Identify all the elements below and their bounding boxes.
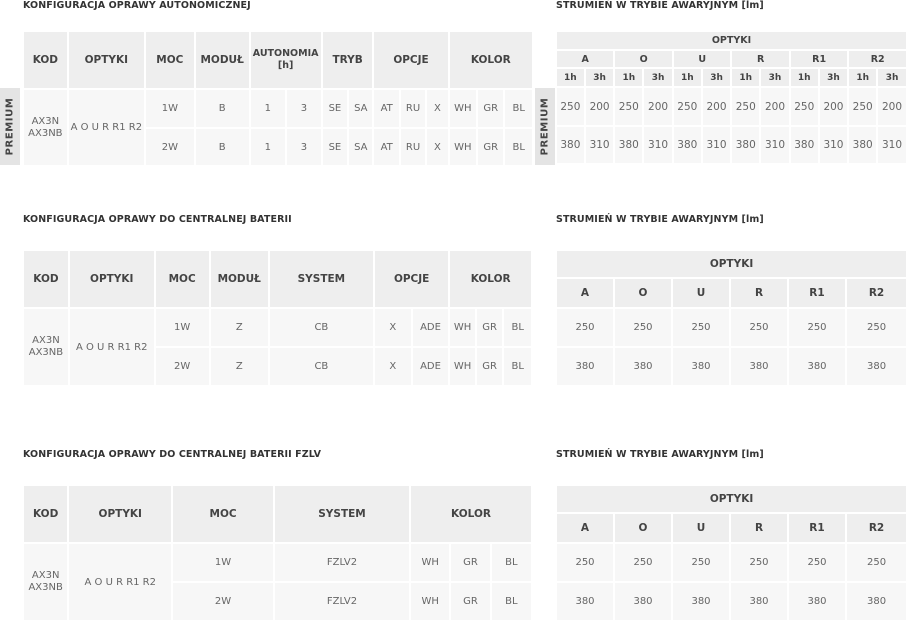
flux-cell: 380	[789, 583, 845, 620]
section-title-autonomous: KONFIGURACJA OPRAWY AUTONOMICZNEJ	[23, 0, 251, 11]
moc-cell: 2W	[146, 129, 194, 165]
opcje-cell: X	[375, 309, 411, 346]
optyki-cell: A O U R R1 R2	[69, 90, 144, 165]
opcje-cell: X	[427, 90, 447, 127]
flux-cell: 380	[849, 127, 876, 163]
kolor-cell: WH	[450, 348, 474, 385]
moc-cell: 1W	[146, 90, 194, 127]
kod-line2: AX3NB	[28, 347, 64, 358]
header-1h: 1h	[732, 69, 759, 86]
header-autonomia	[251, 32, 321, 88]
header-optic-o: O	[615, 51, 671, 67]
premium-label-text: PREMIUM	[4, 97, 16, 156]
premium-label-text: PREMIUM	[539, 97, 551, 156]
header-kolor: KOLOR	[450, 32, 532, 88]
table-row	[24, 90, 532, 127]
modul-cell: Z	[211, 348, 268, 385]
flux-title-fzlv: STRUMIEŃ W TRYBIE AWARYJNYM [lm]	[556, 449, 764, 460]
header-opcje: OPCJE	[374, 32, 447, 88]
header-modul: MODUŁ	[196, 32, 249, 88]
section-title-central-battery: KONFIGURACJA OPRAWY DO CENTRALNEJ BATERII	[23, 214, 292, 225]
flux-cell: 380	[789, 348, 845, 385]
flux-cell: 250	[847, 544, 906, 581]
header-optyki: OPTYKI	[557, 486, 906, 512]
header-optic-o: O	[615, 514, 671, 542]
kolor-cell: WH	[411, 544, 449, 581]
flux-cell: 250	[673, 544, 729, 581]
flux-cell: 200	[878, 88, 906, 125]
header-kod: KOD	[24, 251, 68, 307]
kolor-cell: BL	[505, 90, 532, 127]
system-cell: CB	[270, 309, 373, 346]
modul-cell: B	[196, 129, 249, 165]
header-autonomia-line2: [h]	[277, 60, 294, 71]
flux-cell: 250	[557, 88, 584, 125]
flux-cell: 310	[820, 127, 848, 163]
moc-cell: 1W	[156, 309, 209, 346]
tryb-cell: SA	[349, 90, 372, 127]
flux-cell: 380	[557, 583, 613, 620]
flux-cell: 250	[615, 88, 642, 125]
header-optyki: OPTYKI	[69, 486, 171, 542]
kolor-cell: WH	[411, 583, 449, 620]
header-modul: MODUŁ	[211, 251, 268, 307]
flux-table-autonomous	[555, 30, 906, 165]
flux-cell: 310	[878, 127, 906, 163]
table-row	[557, 309, 906, 346]
header-moc: MOC	[146, 32, 194, 88]
system-cell: CB	[270, 348, 373, 385]
flux-cell: 380	[557, 348, 613, 385]
header-3h: 3h	[703, 69, 731, 86]
header-kod: KOD	[24, 486, 67, 542]
kod-line1: AX3N	[31, 115, 60, 127]
flux-cell: 250	[791, 88, 818, 125]
tryb-cell: SE	[323, 129, 347, 165]
header-optic-r1: R1	[791, 51, 847, 67]
moc-cell: 1W	[173, 544, 273, 581]
flux-cell: 380	[673, 583, 729, 620]
central-battery-config-table	[22, 249, 533, 387]
kolor-cell: BL	[492, 544, 531, 581]
flux-cell: 380	[731, 583, 787, 620]
header-system: SYSTEM	[275, 486, 409, 542]
kod-line1: AX3N	[32, 335, 60, 346]
kolor-cell: WH	[450, 309, 474, 346]
flux-cell: 380	[615, 348, 671, 385]
opcje-cell: RU	[401, 90, 425, 127]
kolor-cell: GR	[451, 544, 489, 581]
flux-cell: 250	[615, 309, 671, 346]
kolor-cell: BL	[505, 129, 532, 165]
flux-cell: 200	[644, 88, 672, 125]
header-optic-o: O	[615, 279, 671, 307]
flux-cell: 380	[615, 127, 642, 163]
flux-cell: 310	[703, 127, 731, 163]
header-optic-r1: R1	[789, 514, 845, 542]
flux-cell: 250	[557, 309, 613, 346]
tryb-cell: SE	[323, 90, 347, 127]
header-3h: 3h	[586, 69, 614, 86]
flux-cell: 380	[791, 127, 818, 163]
header-3h: 3h	[644, 69, 672, 86]
kod-line1: AX3N	[31, 570, 60, 581]
header-kod: KOD	[24, 32, 67, 88]
optyki-cell: A O U R R1 R2	[70, 309, 154, 385]
system-cell: FZLV2	[275, 583, 409, 620]
header-optic-u: U	[673, 514, 729, 542]
autonomia-cell: 3	[287, 90, 321, 127]
flux-cell: 250	[673, 309, 729, 346]
table-row	[24, 309, 531, 346]
kolor-cell: BL	[492, 583, 531, 620]
header-optic-r: R	[732, 51, 788, 67]
header-optic-r1: R1	[789, 279, 845, 307]
kod-cell	[24, 309, 68, 385]
premium-side-label-flux	[535, 88, 555, 165]
opcje-cell: ADE	[413, 348, 449, 385]
moc-cell: 2W	[156, 348, 209, 385]
opcje-cell: AT	[374, 90, 398, 127]
header-optyki: OPTYKI	[557, 251, 906, 277]
header-optyki: OPTYKI	[557, 32, 906, 49]
kolor-cell: GR	[477, 348, 503, 385]
header-1h: 1h	[849, 69, 876, 86]
flux-cell: 250	[789, 309, 845, 346]
flux-cell: 380	[673, 348, 729, 385]
flux-cell: 380	[557, 127, 584, 163]
kolor-cell: GR	[478, 90, 503, 127]
opcje-cell: AT	[374, 129, 398, 165]
header-moc: MOC	[156, 251, 209, 307]
flux-cell: 250	[615, 544, 671, 581]
header-1h: 1h	[791, 69, 818, 86]
flux-cell: 380	[731, 348, 787, 385]
header-optic-r2: R2	[849, 51, 906, 67]
header-tryb: TRYB	[323, 32, 373, 88]
opcje-cell: ADE	[413, 309, 449, 346]
header-optic-a: A	[557, 51, 613, 67]
fzlv-config-table	[22, 484, 533, 622]
flux-cell: 200	[586, 88, 614, 125]
flux-cell: 250	[674, 88, 701, 125]
flux-cell: 250	[849, 88, 876, 125]
table-row	[557, 583, 906, 620]
kolor-cell: BL	[504, 348, 531, 385]
header-optyki: OPTYKI	[69, 32, 144, 88]
flux-table-central-battery	[555, 249, 906, 387]
header-moc: MOC	[173, 486, 273, 542]
header-optic-r: R	[731, 514, 787, 542]
flux-cell: 310	[586, 127, 614, 163]
header-optic-a: A	[557, 279, 613, 307]
modul-cell: Z	[211, 309, 268, 346]
flux-cell: 200	[820, 88, 848, 125]
flux-cell: 250	[731, 309, 787, 346]
kod-line2: AX3NB	[28, 582, 63, 593]
flux-cell: 200	[703, 88, 731, 125]
flux-cell: 250	[732, 88, 759, 125]
table-row	[557, 544, 906, 581]
header-optyki: OPTYKI	[70, 251, 154, 307]
kolor-cell: WH	[450, 129, 476, 165]
section-title-central-battery-fzlv: KONFIGURACJA OPRAWY DO CENTRALNEJ BATERII FZLV	[23, 449, 322, 460]
kolor-cell: BL	[504, 309, 531, 346]
system-cell: FZLV2	[275, 544, 409, 581]
flux-cell: 250	[789, 544, 845, 581]
header-opcje: OPCJE	[375, 251, 448, 307]
table-row	[24, 544, 531, 581]
flux-cell: 250	[557, 544, 613, 581]
kolor-cell: WH	[450, 90, 476, 127]
header-3h: 3h	[878, 69, 906, 86]
header-optic-r2: R2	[847, 514, 906, 542]
kolor-cell: GR	[477, 309, 503, 346]
kolor-cell: GR	[451, 583, 489, 620]
optyki-cell: A O U R R1 R2	[69, 544, 171, 620]
flux-cell: 380	[732, 127, 759, 163]
header-system: SYSTEM	[270, 251, 373, 307]
header-optic-u: U	[674, 51, 730, 67]
autonomia-cell: 1	[251, 90, 286, 127]
header-optic-r2: R2	[847, 279, 906, 307]
opcje-cell: X	[375, 348, 411, 385]
kolor-cell: GR	[478, 129, 503, 165]
table-row	[557, 88, 906, 125]
table-row	[557, 127, 906, 163]
kod-line2: AX3NB	[28, 127, 63, 139]
flux-cell: 380	[615, 583, 671, 620]
flux-table-fzlv	[555, 484, 906, 622]
header-autonomia-line1: AUTONOMIA	[252, 48, 319, 59]
flux-title-autonomous: STRUMIEŃ W TRYBIE AWARYJNYM [lm]	[556, 0, 764, 11]
autonomia-cell: 3	[287, 129, 321, 165]
header-3h: 3h	[761, 69, 789, 86]
autonomous-config-table	[22, 30, 534, 167]
kod-cell	[24, 90, 67, 165]
moc-cell: 2W	[173, 583, 273, 620]
flux-cell: 310	[644, 127, 672, 163]
header-kolor: KOLOR	[450, 251, 531, 307]
flux-cell: 380	[847, 583, 906, 620]
opcje-cell: X	[427, 129, 447, 165]
flux-cell: 200	[761, 88, 789, 125]
flux-title-central-battery: STRUMIEŃ W TRYBIE AWARYJNYM [lm]	[556, 214, 764, 225]
flux-cell: 250	[731, 544, 787, 581]
tryb-cell: SA	[349, 129, 372, 165]
header-1h: 1h	[615, 69, 642, 86]
header-1h: 1h	[557, 69, 584, 86]
premium-side-label	[0, 88, 20, 165]
modul-cell: B	[196, 90, 249, 127]
flux-cell: 380	[847, 348, 906, 385]
header-1h: 1h	[674, 69, 701, 86]
header-optic-a: A	[557, 514, 613, 542]
flux-cell: 310	[761, 127, 789, 163]
header-optic-r: R	[731, 279, 787, 307]
flux-cell: 380	[674, 127, 701, 163]
header-kolor: KOLOR	[411, 486, 531, 542]
autonomia-cell: 1	[251, 129, 286, 165]
header-optic-u: U	[673, 279, 729, 307]
table-row	[557, 348, 906, 385]
header-3h: 3h	[820, 69, 848, 86]
kod-cell	[24, 544, 67, 620]
opcje-cell: RU	[401, 129, 425, 165]
flux-cell: 250	[847, 309, 906, 346]
